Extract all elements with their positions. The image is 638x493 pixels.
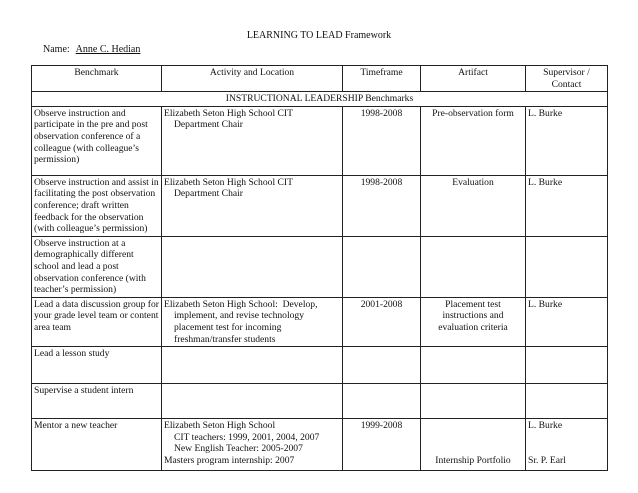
header-timeframe: Timeframe [343,66,421,92]
activity-line: Elizabeth Seton High School CIT [164,107,293,119]
cell-benchmark: Lead a data discussion group for your grade level team or content area team [32,297,162,346]
cell-activity [162,419,343,471]
cell-benchmark: Mentor a new teacher [32,419,162,471]
artifact-line: Internship Portfolio [435,454,511,466]
table-row [32,236,608,297]
header-supervisor-line2: Contact [551,78,582,90]
cell-benchmark: Observe instruction and participate in the pre and post observation conference of a colleague (with colleague’s permission) [32,106,162,175]
cell-activity [162,347,343,384]
cell-timeframe: 1998-2008 [343,175,421,236]
section-row [32,92,608,107]
cell-artifact [421,347,526,384]
cell-benchmark: Observe instruction and assist in facilitating the post observation conference; draft written feedback for the observation (with colleague’s permission) [32,175,162,236]
cell-supervisor [526,384,608,419]
header-artifact: Artifact [421,66,526,92]
table-row [32,347,608,384]
cell-artifact: Evaluation [421,175,526,236]
activity-line: Elizabeth Seton High School: Develop, [164,298,318,310]
cell-supervisor: L. Burke [526,106,608,175]
section-title: INSTRUCTIONAL LEADERSHIP Benchmarks [32,92,608,107]
cell-activity [162,297,343,346]
cell-supervisor [526,347,608,384]
cell-benchmark: Observe instruction at a demographically different school and lead a post observation conference (with teacher’s permission) [32,236,162,297]
cell-benchmark: Supervise a student intern [32,384,162,419]
table-row [32,297,608,346]
cell-artifact: Placement test instructions and evaluation criteria [421,297,526,346]
cell-timeframe: 1998-2008 [343,106,421,175]
cell-timeframe [343,236,421,297]
cell-supervisor: L. Burke [526,297,608,346]
cell-activity [162,106,343,175]
name-line [43,44,140,56]
activity-line: Masters program internship: 2007 [164,454,295,466]
header-benchmark: Benchmark [32,66,162,92]
document-title: LEARNING TO LEAD Framework [246,30,392,41]
activity-line: Department Chair [174,188,243,200]
table-row [32,106,608,175]
cell-activity [162,236,343,297]
header-supervisor-line1: Supervisor / [543,67,590,78]
cell-supervisor [526,236,608,297]
cell-benchmark: Lead a lesson study [32,347,162,384]
cell-artifact [421,236,526,297]
table-row [32,419,608,471]
activity-line: implement, and revise technology placement test for incoming freshman/transfer students [174,310,305,345]
cell-artifact [421,419,526,471]
cell-supervisor [526,419,608,471]
activity-line: Department Chair [174,119,243,131]
header-supervisor [526,66,608,92]
cell-activity [162,175,343,236]
header-activity: Activity and Location [162,66,343,92]
cell-activity [162,384,343,419]
supervisor-line: L. Burke [528,420,563,432]
name-value: Anne C. Hedian [75,44,141,55]
cell-timeframe [343,347,421,384]
cell-timeframe: 1999-2008 [343,419,421,471]
cell-supervisor: L. Burke [526,175,608,236]
cell-artifact: Pre-observation form [421,106,526,175]
table-row [32,175,608,236]
table-row [32,384,608,419]
framework-table [31,65,608,471]
header-row [32,66,608,92]
supervisor-line: Sr. P. Earl [528,454,566,466]
activity-line: CIT teachers: 1999, 2001, 2004, 2007 [174,431,320,443]
cell-timeframe: 2001-2008 [343,297,421,346]
activity-line: Elizabeth Seton High School CIT [164,176,293,188]
activity-line: Elizabeth Seton High School [164,420,276,432]
cell-timeframe [343,384,421,419]
cell-artifact [421,384,526,419]
name-label: Name: [43,44,70,55]
activity-line: New English Teacher: 2005-2007 [174,443,303,455]
